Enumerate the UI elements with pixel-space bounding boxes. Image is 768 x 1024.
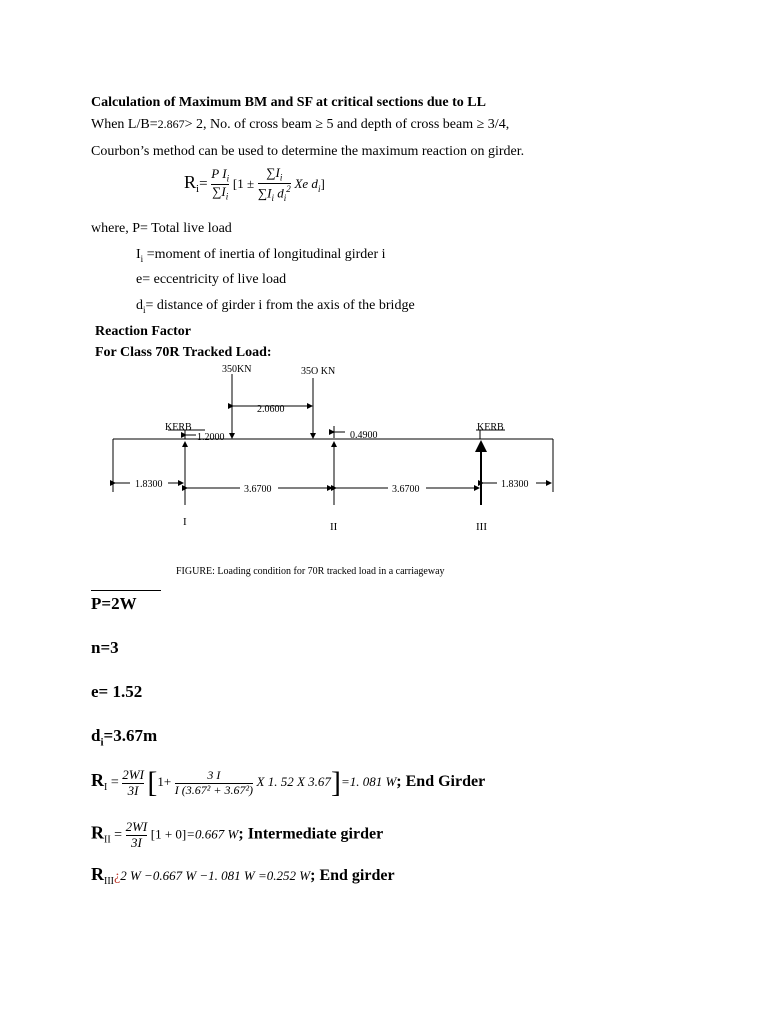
formula-bracket-open: [1 ± [232,176,255,192]
r2-fraction [126,820,148,851]
formula-den-1: ∑I [212,184,226,200]
r1-lhs: R [91,770,104,791]
formula-num-2-sub: i [279,172,283,183]
r1-fraction [122,768,144,799]
formula-den-2-d: d [277,185,284,201]
r2-label: ; Intermediate girder [238,825,384,843]
r1-label: ; End Girder [396,773,486,791]
span-1-label: 3.6700 [244,484,272,495]
formula-fraction-1 [211,167,229,202]
param-n: n=3 [91,638,119,657]
r3-label: ; End girder [310,867,395,884]
r1-result: =1. 081 W [340,774,397,790]
r3-equation [91,864,395,887]
girder-1-label: I [183,516,187,528]
where-p-line: where, P= Total live load [91,221,232,236]
intro-line-1 [91,117,509,133]
loading-diagram [0,360,768,580]
r1-equation [91,766,485,800]
formula-den-1-sub: i [225,191,229,202]
r2-equation [91,820,383,851]
reaction-factor-title: Reaction Factor [95,324,192,339]
figure-caption: FIGURE: Loading condition for 70R tracked load in a carriageway [176,566,445,577]
overhang-left-label: 1.8300 [135,479,163,490]
kerb-left-label: KERB [165,422,192,433]
r1-den: 3I [122,783,144,799]
span-2-label: 3.6700 [392,484,420,495]
r2-eq: = [110,827,123,843]
intro-line-1-prefix: When L/B= [91,117,158,132]
load-2-label: 35O KN [301,366,336,377]
where-d-rest: = distance of girder i from the axis of the bridge [145,298,415,313]
r3-lhs-sub: III [104,875,114,887]
kerb-right-label: KERB [477,422,504,433]
formula-lhs-sub: i [196,183,200,196]
where-i-line [136,247,386,264]
r2-den: 3I [126,835,148,851]
formula-fraction-2 [258,166,291,203]
where-d-symbol: d [136,298,143,313]
r1-rest: X 1. 52 X 3.67 [256,774,331,790]
r2-bracket: [1 + 0] [150,826,187,842]
formula-den-2-sub: i [271,192,274,203]
r2-lhs: R [91,822,104,843]
r2-lhs-sub: II [104,834,111,846]
r1-num: 2WI [122,766,144,782]
param-d [91,726,157,748]
param-p: P=2W [91,594,137,613]
r2-result: =0.667 W [186,826,239,842]
r2-num: 2WI [125,819,148,834]
load-girder-label: 0.4900 [350,430,378,441]
courbon-formula: $R_i=$ $\frac{P I_i}{\sum I_i}$ [1 ± $\frac{\sum I_i}{\sum I_i d_i^2}$ Xe $d_i$] [184,165,325,203]
r1-lhs-sub: I [104,782,108,794]
girder-3-label: III [476,521,487,533]
r1-inner-den: I (3.67² + 3.67²) [174,782,254,797]
param-d-symbol: d [91,726,101,745]
girder-2-label: II [330,521,338,533]
r1-inner-num: 3 I [207,767,221,782]
section-heading: Calculation of Maximum BM and SF at critical sections due to LL [91,95,486,110]
r1-inner-fraction [175,769,253,798]
r3-expression: 2 W −0.667 W −1. 081 W =0.252 W [120,868,311,883]
where-d-sub: i [143,304,146,315]
r1-bracket-right: ] [330,766,341,799]
r1-open: 1+ [157,774,172,790]
intro-ratio: 2.867 [157,117,185,131]
formula-num-1: P I [211,166,227,182]
separator-rule [91,590,161,591]
r3-glyph: ¿ [114,869,121,884]
r1-bracket-left: [ [147,766,158,799]
formula-den-2: ∑I [257,185,272,201]
param-d-sub: i [100,736,104,749]
where-i-rest: =moment of inertia of longitudinal girder i [143,247,386,262]
overhang-right-label: 1.8300 [501,479,529,490]
formula-den-2-dsub: i [283,192,287,203]
r3-lhs: R [91,864,104,884]
formula-den-2-dsup: 2 [286,183,291,194]
formula-num-2: ∑I [266,165,280,180]
param-e: e= 1.52 [91,682,143,701]
where-i-symbol: I [136,247,141,262]
where-e-line: e= eccentricity of live load [136,272,287,287]
load-spacing-label: 2.0600 [257,404,285,415]
formula-bracket-close: ] [320,176,325,192]
load-1-label: 350KN [222,364,252,375]
formula-lhs: R [184,172,197,193]
kerb-offset-label: 1.2000 [197,432,225,443]
where-d-line [136,298,415,315]
param-d-value: =3.67m [103,726,158,745]
load-class-title: For Class 70R Tracked Load: [95,345,272,360]
formula-tail: Xe d [294,176,318,192]
r1-eq: = [107,775,119,791]
intro-line-2: Courbon’s method can be used to determine the maximum reaction on girder. [91,144,525,159]
where-i-sub: i [140,253,144,264]
formula-num-1-sub: i [226,173,230,184]
formula-tail-sub: i [317,184,321,195]
intro-line-1-rest: > 2, No. of cross beam ≥ 5 and depth of cross beam ≥ 3/4, [184,117,510,132]
